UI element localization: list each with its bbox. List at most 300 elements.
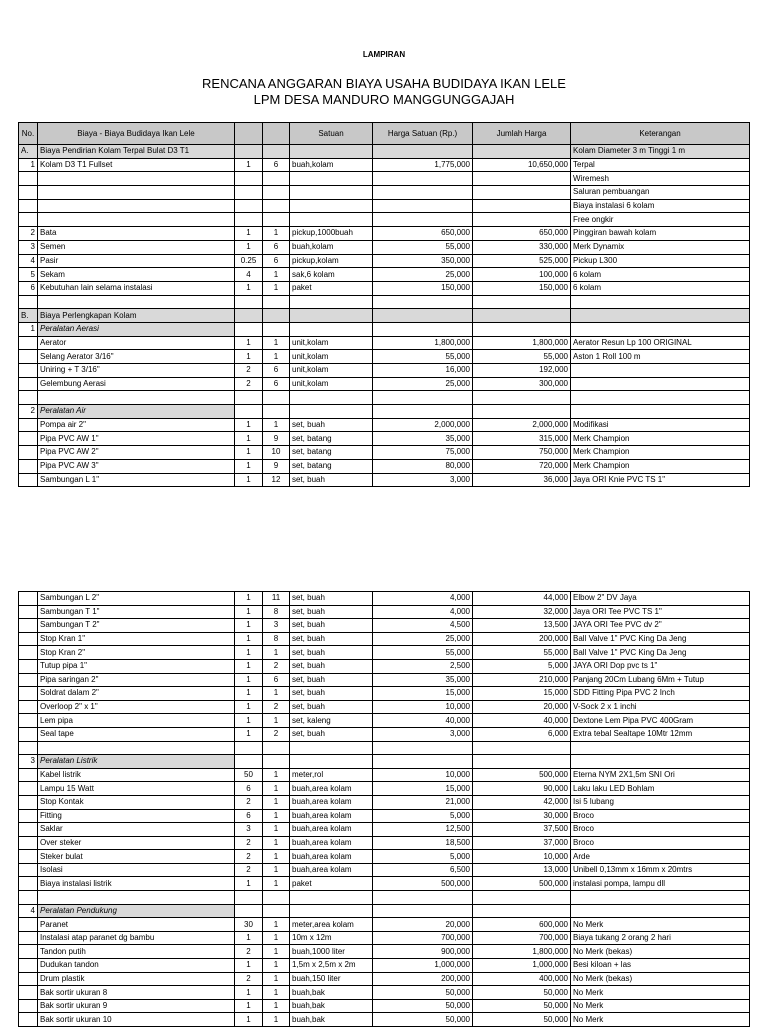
cell-no [19,714,38,728]
cell-qty-a: 50 [235,768,263,782]
cell-keterangan [571,322,750,336]
cell-qty-a [235,199,263,213]
cell-qty-a: 2 [235,972,263,986]
header-keterangan: Keterangan [571,123,750,145]
table-row [19,605,750,619]
table-row [19,473,750,487]
table-row [19,432,750,446]
cell-keterangan: 6 kolam [571,281,750,295]
cell-harga-satuan: 4,000 [373,605,473,619]
cell-qty-b: 6 [263,240,290,254]
cell-no [19,336,38,350]
cell-item [38,199,235,213]
cell-keterangan: JAYA ORI Tee PVC dv 2" [571,619,750,633]
cell-item [38,295,235,309]
cell-item: Gelembung Aerasi [38,377,235,391]
cell-keterangan: Terpal [571,158,750,172]
table-row [19,377,750,391]
cell-qty-a: 1 [235,700,263,714]
cell-qty-b: 1 [263,836,290,850]
cell-qty-a: 1 [235,714,263,728]
cell-qty-a [235,295,263,309]
cell-qty-a: 30 [235,918,263,932]
cell-satuan [290,199,373,213]
cell-harga-satuan [373,145,473,159]
cell-keterangan: Aston 1 Roll 100 m [571,350,750,364]
cell-qty-a: 1 [235,418,263,432]
cell-jumlah-harga: 44,000 [473,592,571,606]
budget-table-lower [18,591,750,1027]
cell-harga-satuan [373,904,473,918]
table-row [19,632,750,646]
cell-keterangan: No Merk (bekas) [571,972,750,986]
cell-jumlah-harga: 13,500 [473,619,571,633]
cell-jumlah-harga: 5,000 [473,659,571,673]
cell-no [19,350,38,364]
cell-no [19,727,38,741]
cell-keterangan: No Merk (bekas) [571,945,750,959]
cell-keterangan: Unibell 0,13mm x 16mm x 20mtrs [571,863,750,877]
cell-qty-a: 1 [235,350,263,364]
cell-jumlah-harga: 10,650,000 [473,158,571,172]
table-row [19,945,750,959]
cell-keterangan: V-Sock 2 x 1 inchi [571,700,750,714]
cell-satuan: buah,area kolam [290,863,373,877]
cell-qty-a: 1 [235,877,263,891]
cell-harga-satuan [373,741,473,755]
cell-jumlah-harga: 10,000 [473,850,571,864]
cell-keterangan: instalasi pompa, lampu dll [571,877,750,891]
cell-no [19,605,38,619]
cell-no [19,945,38,959]
cell-qty-b: 6 [263,673,290,687]
cell-item: Instalasi atap paranet dg bambu [38,931,235,945]
table-row [19,986,750,1000]
cell-qty-b: 1 [263,782,290,796]
cell-harga-satuan: 5,000 [373,850,473,864]
cell-jumlah-harga: 1,000,000 [473,959,571,973]
cell-satuan [290,322,373,336]
cell-satuan: set, buah [290,673,373,687]
cell-item: Over steker [38,836,235,850]
table-row [19,931,750,945]
cell-satuan: buah,area kolam [290,836,373,850]
cell-harga-satuan: 350,000 [373,254,473,268]
cell-keterangan: No Merk [571,918,750,932]
table-row [19,714,750,728]
cell-qty-a [235,741,263,755]
cell-item: Biaya Pendirian Kolam Terpal Bulat D3 T1 [38,145,235,159]
cell-item: Sambungan T 2" [38,619,235,633]
cell-qty-b: 8 [263,632,290,646]
cell-qty-a [235,904,263,918]
table-row [19,240,750,254]
cell-qty-b: 2 [263,727,290,741]
cell-qty-b: 2 [263,659,290,673]
cell-qty-b: 1 [263,999,290,1013]
cell-no [19,809,38,823]
cell-no [19,931,38,945]
cell-qty-b [263,391,290,405]
section-row [19,145,750,159]
cell-qty-b [263,904,290,918]
cell-qty-b: 1 [263,281,290,295]
cell-keterangan: Extra tebal Sealtape 10Mtr 12mm [571,727,750,741]
cell-item [38,891,235,905]
cell-jumlah-harga: 1,800,000 [473,336,571,350]
cell-item: Stop Kontak [38,795,235,809]
document-subtitle: LPM DESA MANDURO MANGGUNGGAJAH [253,92,515,107]
cell-jumlah-harga: 650,000 [473,227,571,241]
cell-qty-a: 1 [235,281,263,295]
cell-no [19,391,38,405]
cell-keterangan: JAYA ORI Dop pvc ts 1" [571,659,750,673]
cell-item: Soldrat dalam 2" [38,687,235,701]
cell-jumlah-harga [473,186,571,200]
cell-satuan: set, buah [290,592,373,606]
subsection-row [19,755,750,769]
cell-harga-satuan: 500,000 [373,877,473,891]
cell-no: 3 [19,240,38,254]
table-row [19,727,750,741]
cell-keterangan: Broco [571,823,750,837]
cell-no: 4 [19,254,38,268]
cell-jumlah-harga: 150,000 [473,281,571,295]
cell-item: Dudukan tandon [38,959,235,973]
cell-qty-a [235,145,263,159]
table-row [19,619,750,633]
table-row [19,782,750,796]
document-title: RENCANA ANGGARAN BIAYA USAHA BUDIDAYA IKAN LELE [202,76,566,91]
cell-jumlah-harga [473,391,571,405]
cell-item: Pipa saringan 2" [38,673,235,687]
cell-qty-b: 1 [263,931,290,945]
cell-jumlah-harga: 13,000 [473,863,571,877]
cell-item: Biaya Perlengkapan Kolam [38,309,235,323]
cell-satuan: buah,area kolam [290,795,373,809]
cell-qty-a: 2 [235,377,263,391]
cell-harga-satuan [373,186,473,200]
cell-jumlah-harga: 36,000 [473,473,571,487]
cell-qty-b [263,213,290,227]
cell-satuan: buah,kolam [290,158,373,172]
cell-qty-a: 3 [235,823,263,837]
cell-satuan: buah,area kolam [290,782,373,796]
cell-keterangan: Wiremesh [571,172,750,186]
cell-keterangan: Pinggiran bawah kolam [571,227,750,241]
cell-satuan [290,741,373,755]
cell-qty-a [235,405,263,419]
cell-qty-a [235,322,263,336]
table-row [19,158,750,172]
cell-qty-a: 1 [235,227,263,241]
cell-jumlah-harga: 2,000,000 [473,418,571,432]
budget-table-upper [18,122,750,487]
cell-no: 1 [19,158,38,172]
cell-qty-b: 1 [263,795,290,809]
cell-jumlah-harga: 500,000 [473,877,571,891]
cell-item: Pipa PVC AW 3" [38,459,235,473]
cell-satuan: set, buah [290,687,373,701]
cell-no: 1 [19,322,38,336]
cell-qty-a: 1 [235,727,263,741]
cell-no [19,795,38,809]
table-row [19,364,750,378]
cell-qty-a: 1 [235,673,263,687]
cell-jumlah-harga: 300,000 [473,377,571,391]
cell-satuan: meter,rol [290,768,373,782]
cell-keterangan [571,391,750,405]
cell-keterangan: Ball Valve 1" PVC King Da Jeng [571,646,750,660]
cell-no: 6 [19,281,38,295]
cell-qty-b [263,295,290,309]
cell-item: Isolasi [38,863,235,877]
cell-qty-b: 6 [263,158,290,172]
cell-no [19,823,38,837]
cell-satuan: set, buah [290,473,373,487]
table-row [19,295,750,309]
cell-jumlah-harga: 1,800,000 [473,945,571,959]
cell-harga-satuan: 1,000,000 [373,959,473,973]
cell-harga-satuan: 700,000 [373,931,473,945]
cell-harga-satuan: 50,000 [373,999,473,1013]
cell-jumlah-harga [473,213,571,227]
cell-harga-satuan: 3,000 [373,473,473,487]
cell-qty-b [263,891,290,905]
cell-qty-b: 1 [263,687,290,701]
cell-qty-a [235,186,263,200]
cell-no [19,172,38,186]
cell-jumlah-harga [473,145,571,159]
cell-harga-satuan [373,295,473,309]
cell-qty-b [263,309,290,323]
cell-satuan: buah,bak [290,986,373,1000]
cell-item: Sekam [38,268,235,282]
subsection-row [19,904,750,918]
cell-keterangan: Merk Dynamix [571,240,750,254]
cell-harga-satuan: 4,000 [373,592,473,606]
cell-item: Steker bulat [38,850,235,864]
cell-item: Bak sortir ukuran 8 [38,986,235,1000]
cell-satuan: buah,1000 liter [290,945,373,959]
cell-item: Sambungan L 1" [38,473,235,487]
cell-keterangan: Jaya ORI Knie PVC TS 1" [571,473,750,487]
cell-satuan: set, buah [290,700,373,714]
cell-qty-b: 1 [263,227,290,241]
cell-qty-a: 1 [235,659,263,673]
cell-qty-b: 3 [263,619,290,633]
cell-satuan [290,145,373,159]
cell-item: Pipa PVC AW 1" [38,432,235,446]
cell-item [38,186,235,200]
cell-jumlah-harga: 37,500 [473,823,571,837]
cell-satuan: set, buah [290,418,373,432]
cell-no [19,850,38,864]
table-row [19,199,750,213]
cell-no [19,877,38,891]
cell-item [38,741,235,755]
cell-jumlah-harga: 50,000 [473,986,571,1000]
cell-satuan: unit,kolam [290,377,373,391]
table-row [19,592,750,606]
cell-keterangan: Saluran pembuangan [571,186,750,200]
cell-qty-b [263,405,290,419]
cell-qty-b: 1 [263,809,290,823]
cell-keterangan [571,405,750,419]
cell-item: Kebutuhan lain selama instalasi [38,281,235,295]
cell-jumlah-harga [473,295,571,309]
cell-harga-satuan [373,322,473,336]
cell-no: 4 [19,904,38,918]
cell-qty-b: 10 [263,446,290,460]
cell-qty-b: 9 [263,432,290,446]
table-row [19,446,750,460]
cell-harga-satuan: 10,000 [373,768,473,782]
table-row [19,268,750,282]
cell-no [19,687,38,701]
cell-item: Bata [38,227,235,241]
table-row [19,186,750,200]
cell-no [19,473,38,487]
cell-harga-satuan [373,172,473,186]
cell-no [19,700,38,714]
header-harga-satuan: Harga Satuan (Rp.) [373,123,473,145]
cell-item: Bak sortir ukuran 9 [38,999,235,1013]
cell-satuan: buah,area kolam [290,809,373,823]
cell-satuan: set, buah [290,632,373,646]
cell-harga-satuan [373,891,473,905]
cell-harga-satuan: 200,000 [373,972,473,986]
cell-qty-b: 8 [263,605,290,619]
cell-keterangan [571,891,750,905]
cell-jumlah-harga: 600,000 [473,918,571,932]
cell-harga-satuan: 18,500 [373,836,473,850]
cell-harga-satuan: 75,000 [373,446,473,460]
cell-satuan: set, batang [290,432,373,446]
cell-harga-satuan: 900,000 [373,945,473,959]
cell-no [19,782,38,796]
cell-qty-a [235,172,263,186]
cell-no [19,972,38,986]
cell-qty-b: 1 [263,823,290,837]
cell-jumlah-harga: 200,000 [473,632,571,646]
cell-qty-a: 4 [235,268,263,282]
cell-qty-a: 0.25 [235,254,263,268]
cell-no [19,891,38,905]
cell-item: Peralatan Aerasi [38,322,235,336]
cell-jumlah-harga [473,741,571,755]
cell-qty-a: 1 [235,446,263,460]
cell-no: 2 [19,405,38,419]
cell-harga-satuan: 12,500 [373,823,473,837]
cell-harga-satuan: 15,000 [373,687,473,701]
cell-qty-b: 1 [263,877,290,891]
cell-qty-b: 1 [263,1013,290,1027]
cell-keterangan: Besi kiloan + las [571,959,750,973]
cell-satuan [290,391,373,405]
cell-keterangan: No Merk [571,986,750,1000]
cell-item: Drum plastik [38,972,235,986]
cell-harga-satuan [373,309,473,323]
cell-satuan: paket [290,281,373,295]
table-row [19,172,750,186]
cell-no: B. [19,309,38,323]
cell-qty-b [263,186,290,200]
cell-harga-satuan: 1,800,000 [373,336,473,350]
cell-keterangan: Biaya instalasi 6 kolam [571,199,750,213]
table-row [19,809,750,823]
cell-qty-b: 1 [263,268,290,282]
cell-item [38,391,235,405]
cell-qty-a [235,213,263,227]
cell-item: Aerator [38,336,235,350]
table-row [19,768,750,782]
cell-qty-b [263,145,290,159]
cell-jumlah-harga: 750,000 [473,446,571,460]
cell-satuan: buah,150 liter [290,972,373,986]
cell-harga-satuan: 650,000 [373,227,473,241]
cell-harga-satuan: 25,000 [373,632,473,646]
table-row [19,687,750,701]
cell-qty-a: 1 [235,605,263,619]
cell-harga-satuan: 3,000 [373,727,473,741]
cell-satuan: set, buah [290,646,373,660]
cell-item: Overloop 2" x 1" [38,700,235,714]
cell-qty-a: 1 [235,931,263,945]
cell-qty-a [235,309,263,323]
table-row [19,959,750,973]
cell-no [19,186,38,200]
table-row [19,281,750,295]
cell-no [19,959,38,973]
cell-qty-b: 1 [263,768,290,782]
cell-keterangan: No Merk [571,999,750,1013]
cell-satuan [290,904,373,918]
cell-jumlah-harga: 55,000 [473,350,571,364]
cell-qty-a: 2 [235,836,263,850]
cell-jumlah-harga [473,755,571,769]
cell-keterangan: SDD Fitting Pipa PVC 2 Inch [571,687,750,701]
cell-no [19,768,38,782]
cell-qty-a: 2 [235,945,263,959]
cell-satuan: set, batang [290,446,373,460]
cell-no [19,364,38,378]
cell-item: Biaya instalasi listrik [38,877,235,891]
table-row [19,795,750,809]
cell-keterangan [571,364,750,378]
cell-harga-satuan [373,405,473,419]
cell-harga-satuan: 4,500 [373,619,473,633]
cell-no [19,646,38,660]
cell-item: Lem pipa [38,714,235,728]
cell-jumlah-harga: 210,000 [473,673,571,687]
cell-no [19,213,38,227]
cell-satuan [290,309,373,323]
cell-harga-satuan [373,199,473,213]
cell-keterangan: Broco [571,809,750,823]
cell-no [19,446,38,460]
cell-keterangan: Biaya tukang 2 orang 2 hari [571,931,750,945]
cell-jumlah-harga: 100,000 [473,268,571,282]
cell-qty-a: 6 [235,809,263,823]
cell-item: Tutup pipa 1" [38,659,235,673]
cell-item: Pompa air 2" [38,418,235,432]
cell-harga-satuan [373,391,473,405]
cell-qty-b: 9 [263,459,290,473]
table-row [19,741,750,755]
table-row [19,999,750,1013]
cell-keterangan: Dextone Lem Pipa PVC 400Gram [571,714,750,728]
